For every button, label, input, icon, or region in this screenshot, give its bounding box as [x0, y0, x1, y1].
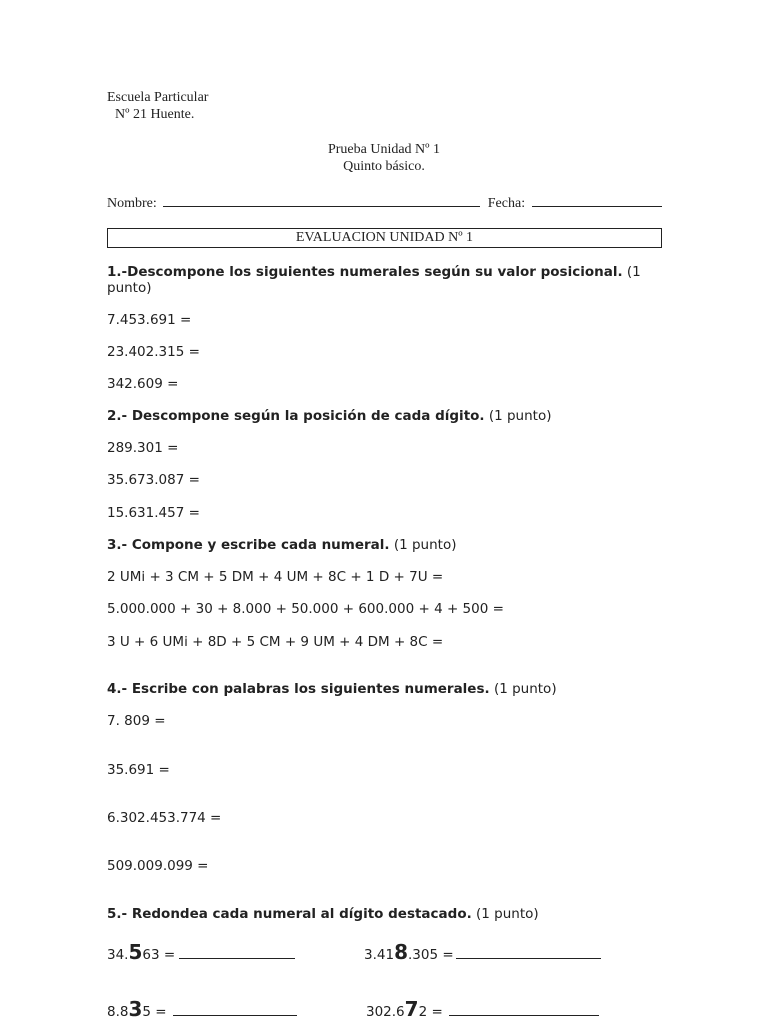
- q5-heading: [107, 906, 539, 922]
- q4-points: (1 punto): [493, 681, 557, 697]
- q3-item: 5.000.000 + 30 + 8.000 + 50.000 + 600.000 + 4 + 500 =: [107, 601, 504, 617]
- q2-item: 289.301 =: [107, 440, 179, 456]
- q4-item: 35.691 =: [107, 762, 170, 778]
- school-name: Escuela Particular: [107, 90, 209, 105]
- answer-blank[interactable]: [456, 946, 601, 959]
- q5-item-suffix: 5 =: [142, 1004, 167, 1020]
- q5-title: 5.- Redondea cada numeral al dígito destacado.: [107, 906, 472, 922]
- answer-blank[interactable]: [173, 1003, 297, 1016]
- name-row: [107, 194, 662, 212]
- q5-item: [364, 940, 601, 964]
- evaluation-title-box: [107, 228, 662, 248]
- q5-highlighted-digit: 5: [128, 940, 143, 964]
- date-label: Fecha:: [487, 196, 526, 211]
- q1-points-cont: punto): [107, 280, 152, 296]
- q2-item: 35.673.087 =: [107, 472, 200, 488]
- name-label: Nombre:: [107, 196, 157, 211]
- answer-blank[interactable]: [449, 1003, 599, 1016]
- q5-points: (1 punto): [476, 906, 539, 922]
- q4-item: 6.302.453.774 =: [107, 810, 222, 826]
- grade-label: Quinto básico.: [343, 159, 425, 174]
- q5-item-suffix: .305 =: [407, 947, 454, 963]
- q5-highlighted-digit: 7: [404, 997, 419, 1021]
- q5-item: [107, 940, 295, 964]
- q1-item: 342.609 =: [107, 376, 179, 392]
- q5-item-prefix: 302.6: [366, 1004, 405, 1020]
- name-blank[interactable]: [163, 194, 480, 207]
- q3-item: 3 U + 6 UMi + 8D + 5 CM + 9 UM + 4 DM + 8C =: [107, 634, 444, 650]
- school-number: Nº 21 Huente.: [115, 107, 195, 122]
- q5-highlighted-digit: 3: [128, 997, 143, 1021]
- q5-item: [366, 997, 599, 1021]
- date-blank[interactable]: [532, 194, 662, 207]
- q1-points: (1: [626, 264, 641, 280]
- q1-item: 7.453.691 =: [107, 312, 192, 328]
- q1-item: 23.402.315 =: [107, 344, 200, 360]
- evaluation-title: EVALUACION UNIDAD Nº 1: [295, 230, 474, 245]
- q3-item: 2 UMi + 3 CM + 5 DM + 4 UM + 8C + 1 D + 7U =: [107, 569, 444, 585]
- q4-item: 7. 809 =: [107, 713, 166, 729]
- q2-points: (1 punto): [488, 408, 552, 424]
- q3-heading: [107, 537, 456, 553]
- q4-title: 4.- Escribe con palabras los siguientes numerales.: [107, 681, 490, 697]
- q5-item-suffix: 63 =: [142, 947, 176, 963]
- q5-item: [107, 997, 297, 1021]
- q3-title: 3.- Compone y escribe cada numeral.: [107, 537, 390, 553]
- q1-heading: [107, 264, 641, 280]
- q4-item: 509.009.099 =: [107, 858, 209, 874]
- q5-item-prefix: 34.: [107, 947, 129, 963]
- q4-heading: [107, 681, 557, 697]
- q5-item-prefix: 3.41: [364, 947, 395, 963]
- q2-item: 15.631.457 =: [107, 505, 200, 521]
- q2-title: 2.- Descompone según la posición de cada dígito.: [107, 408, 485, 424]
- q5-item-prefix: 8.8: [107, 1004, 129, 1020]
- test-title: Prueba Unidad Nº 1: [327, 142, 441, 157]
- q1-title: 1.-Descompone los siguientes numerales según su valor posicional.: [107, 264, 623, 280]
- answer-blank[interactable]: [179, 946, 295, 959]
- q3-points: (1 punto): [393, 537, 457, 553]
- q2-heading: [107, 408, 552, 424]
- q5-highlighted-digit: 8: [394, 940, 408, 964]
- q5-item-suffix: 2 =: [418, 1004, 443, 1020]
